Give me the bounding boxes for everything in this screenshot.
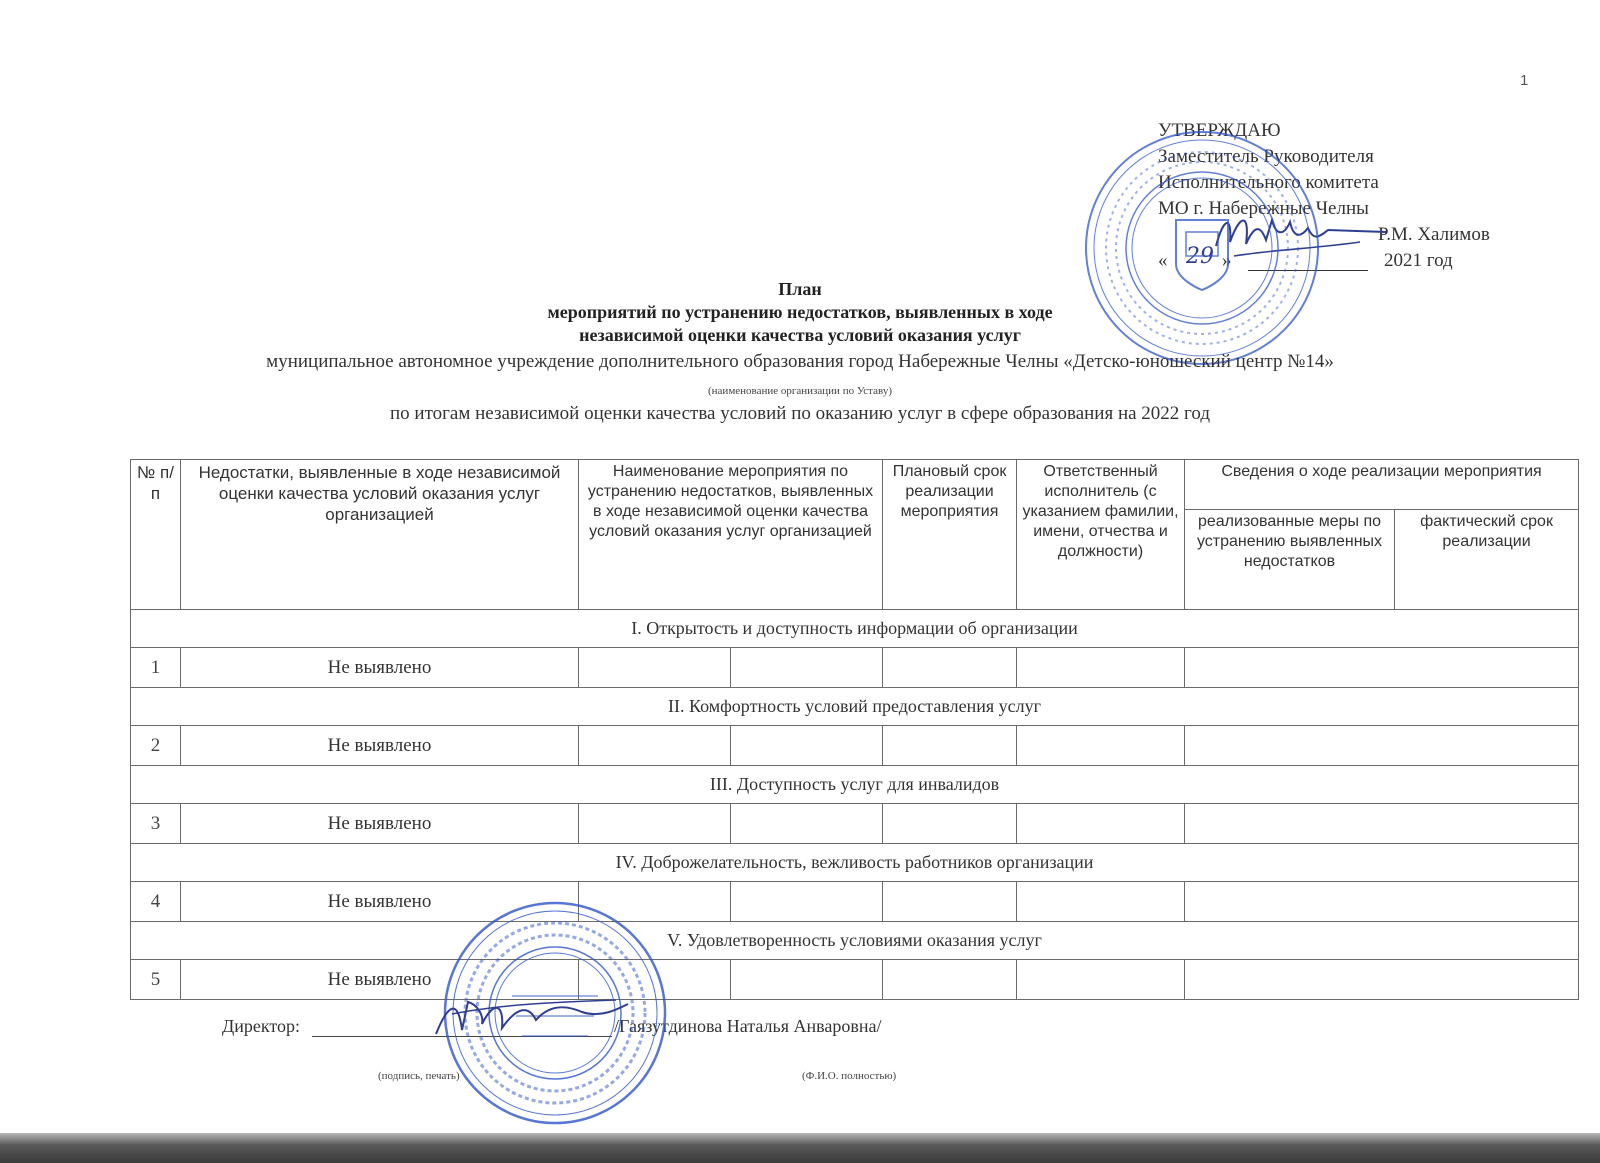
section-row [131, 766, 1579, 804]
cell-empty [883, 804, 1017, 844]
section-row [131, 844, 1579, 882]
title-line1: План [778, 279, 822, 299]
header-deficiencies: Недостатки, выявленные в ходе независимой оценки качества условий оказания услуг организацией [181, 460, 579, 610]
cell-empty [731, 960, 883, 1000]
header-progress: Сведения о ходе реализации мероприятия [1185, 460, 1579, 510]
director-name: /Гаязутдинова Наталья Анваровна/ [614, 1016, 882, 1036]
cell-empty [1017, 960, 1185, 1000]
row-deficiency: Не выявлено [181, 726, 579, 766]
cell-empty [1185, 648, 1579, 688]
approval-position-line2: Исполнительного комитета [1158, 172, 1379, 193]
approval-signer: Р.М. Халимов [1378, 224, 1490, 245]
approval-position-line3: МО г. Набережные Челны [1158, 198, 1369, 219]
cell-empty [731, 804, 883, 844]
cell-empty [883, 726, 1017, 766]
cell-empty [731, 726, 883, 766]
header-measure: Наименование мероприятия по устранению недостатков, выявленных в ходе независимой оценки качества условий оказания услуг организацией [579, 460, 883, 610]
header-deadline: Плановый срок реализации мероприятия [883, 460, 1017, 610]
row-num: 2 [131, 726, 181, 766]
cell-empty [579, 804, 731, 844]
section-row [131, 688, 1579, 726]
table-row [131, 960, 1579, 1000]
section-title: V. Удовлетворенность условиями оказания услуг [131, 922, 1579, 960]
date-day: 29 [1186, 244, 1214, 269]
scan-bottom-edge [0, 1133, 1600, 1163]
row-num: 5 [131, 960, 181, 1000]
section-title: I. Открытость и доступность информации об организации [131, 610, 1579, 648]
cell-empty [1017, 726, 1185, 766]
date-open-quote: « [1158, 250, 1168, 271]
row-deficiency: Не выявлено [181, 648, 579, 688]
cell-empty [1017, 882, 1185, 922]
director-label: Директор: [222, 1016, 301, 1036]
header-actual-deadline: фактический срок реализации [1395, 510, 1579, 610]
date-year: 2021 год [1384, 250, 1453, 271]
header-num: № п/п [131, 460, 181, 610]
cell-empty [883, 960, 1017, 1000]
row-deficiency: Не выявлено [181, 960, 579, 1000]
cell-empty [1185, 804, 1579, 844]
section-row [131, 610, 1579, 648]
cell-empty [1017, 804, 1185, 844]
cell-empty [883, 648, 1017, 688]
section-title: III. Доступность услуг для инвалидов [131, 766, 1579, 804]
row-deficiency: Не выявлено [181, 882, 579, 922]
table-row [131, 726, 1579, 766]
cell-empty [579, 726, 731, 766]
cell-empty [731, 648, 883, 688]
title-line2: мероприятий по устранению недостатков, выявленных в ходе [547, 302, 1053, 322]
caption-fio: (Ф.И.О. полностью) [802, 1070, 897, 1082]
table-row [131, 648, 1579, 688]
cell-empty [1185, 960, 1579, 1000]
table-row [131, 804, 1579, 844]
header-measures-taken: реализованные меры по устранению выявленных недостатков [1185, 510, 1395, 610]
director-signature [432, 990, 632, 1046]
table-header-row [131, 460, 1579, 510]
cell-empty [1017, 648, 1185, 688]
row-num: 1 [131, 648, 181, 688]
caption-sign: (подпись, печать) [378, 1070, 460, 1082]
row-num: 3 [131, 804, 181, 844]
cell-empty [883, 882, 1017, 922]
plan-table [130, 459, 1579, 1000]
approval-position-line1: Заместитель Руководителя [1158, 146, 1374, 167]
cell-empty [731, 882, 883, 922]
approval-heading: УТВЕРЖДАЮ [1158, 120, 1281, 141]
report-period: по итогам независимой оценки качества условий по оказанию услуг в сфере образования на 2022 год [390, 403, 1210, 424]
section-title: IV. Доброжелательность, вежливость работников организации [131, 844, 1579, 882]
document-title-block [0, 278, 1600, 427]
section-title: II. Комфортность условий предоставления услуг [131, 688, 1579, 726]
cell-empty [1185, 882, 1579, 922]
organization-name: муниципальное автономное учреждение дополнительного образования город Набережные Челны «Детско-юношеский центр №14» [266, 351, 1334, 372]
date-close-quote: » [1222, 250, 1232, 271]
header-responsible: Ответственный исполнитель (с указанием фамилии, имени, отчества и должности) [1017, 460, 1185, 610]
table-row [131, 882, 1579, 922]
cell-empty [1185, 726, 1579, 766]
page-number: 1 [1520, 72, 1529, 89]
row-num: 4 [131, 882, 181, 922]
organization-caption: (наименование организации по Уставу) [708, 385, 892, 397]
cell-empty [579, 648, 731, 688]
section-row [131, 922, 1579, 960]
row-deficiency: Не выявлено [181, 804, 579, 844]
title-line3: независимой оценки качества условий оказания услуг [579, 325, 1021, 345]
